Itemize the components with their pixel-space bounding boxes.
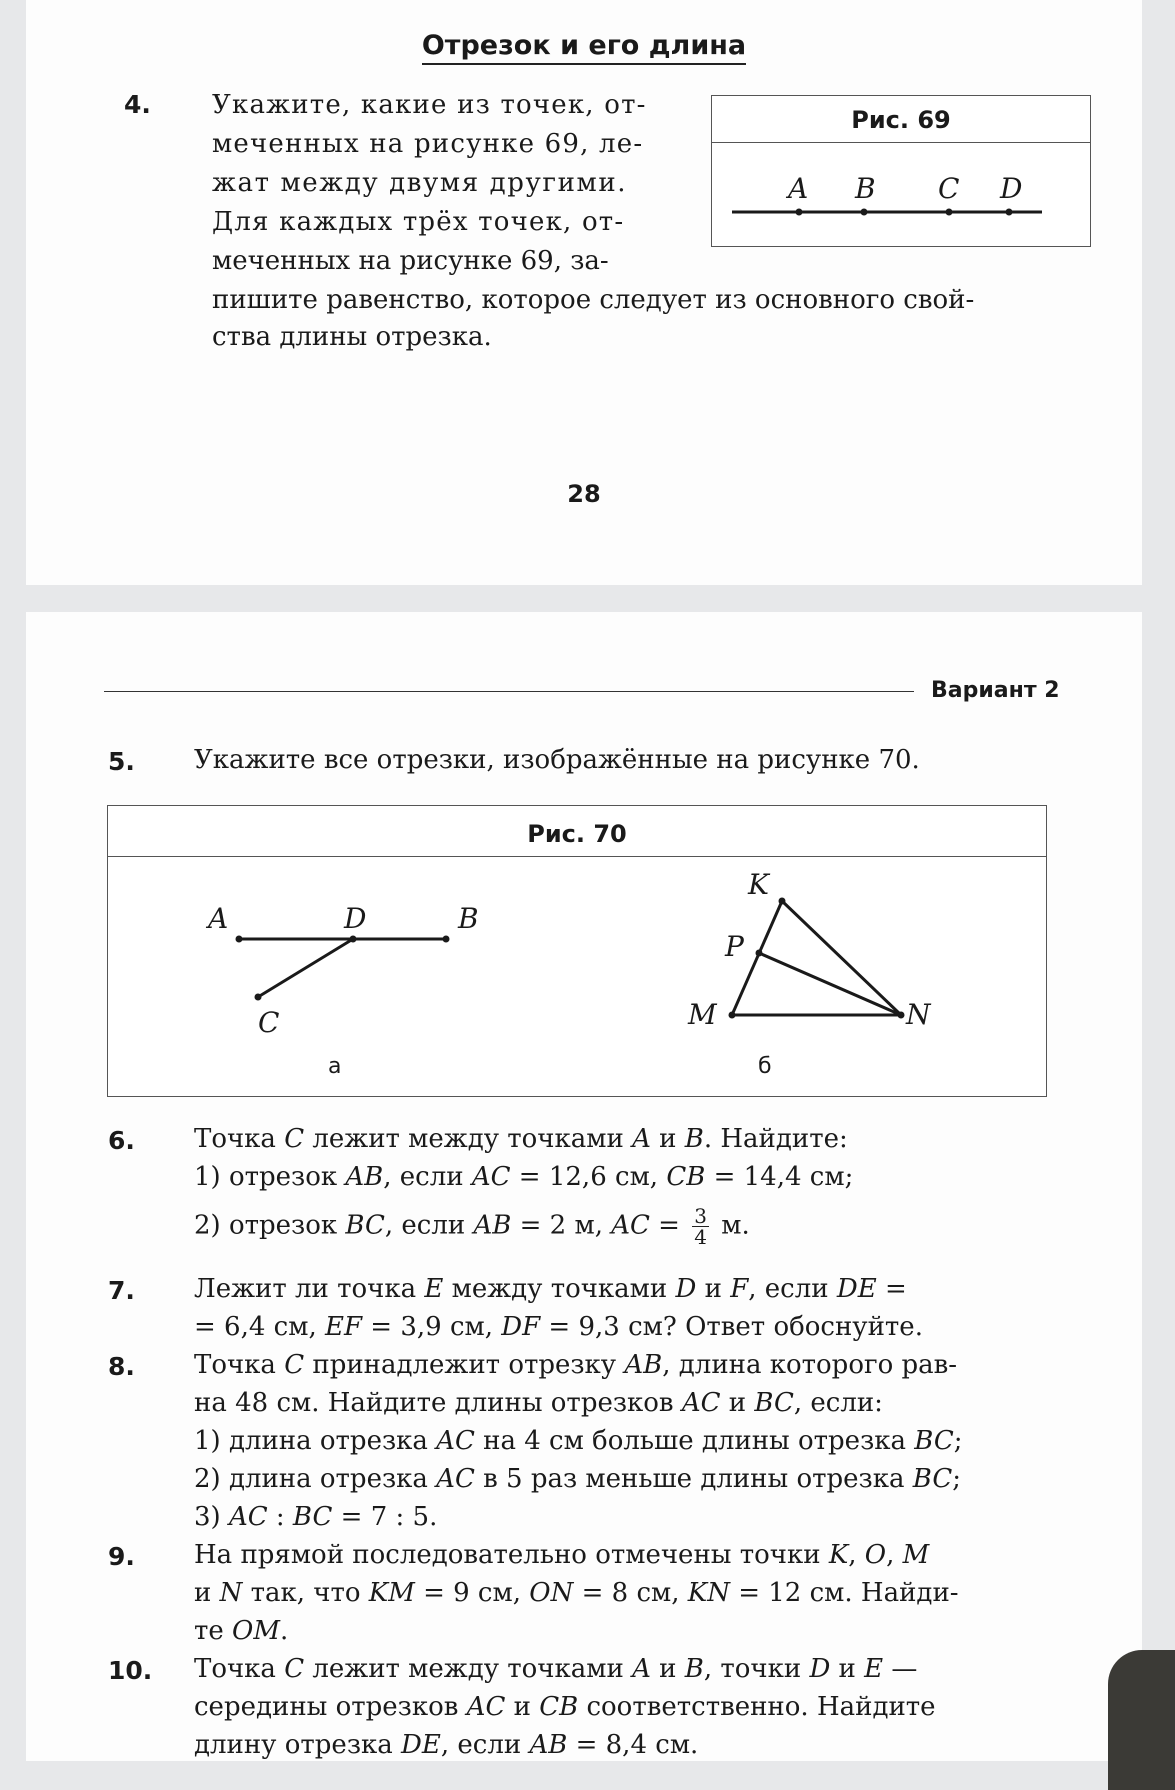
task-7-line-1: Лежит ли точка E между точками D и F, если DE = [194,1274,907,1304]
task-4-line-5: меченных на рисунке 69, за- [212,246,609,276]
caption-a: а [328,1054,342,1079]
figure-69-title: Рис. 69 [851,106,951,134]
task-5-text: Укажите все отрезки, изображённые на рисунке 70. [194,745,920,775]
label-b: B [855,172,876,205]
label-d: D [344,902,367,935]
task-8-line-1: Точка C принадлежит отрезку AB, длина которого рав- [194,1350,958,1380]
label-c: C [258,1006,280,1039]
figure-70 [107,805,1047,1097]
task-4-line-1: Укажите, какие из точек, от- [212,90,647,120]
task-8-line-5: 3) AC : BC = 7 : 5. [194,1502,438,1532]
task-10-line-2: середины отрезков AC и CB соответственно. Найдите [194,1692,936,1722]
task-6-line-3: 2) отрезок BC, если AB = 2 м, AC = $\frac{3}{4}$ м. [194,1204,750,1249]
label-d: D [1000,172,1023,205]
segment-kn [782,901,901,1015]
point-m [729,1012,736,1019]
label-p: P [725,930,744,963]
task-10-number: 10. [108,1656,153,1685]
point-d [1006,209,1013,216]
task-9-line-2: и N так, что KM = 9 см, ON = 8 см, KN = 12 см. Найди- [194,1578,959,1608]
task-8-line-4: 2) длина отрезка AC в 5 раз меньше длины отрезка BC; [194,1464,961,1494]
point-d [350,936,357,943]
task-8-number: 8. [108,1352,135,1381]
segment-pn [759,953,901,1015]
page-number: 28 [567,480,601,508]
task-5-number: 5. [108,747,135,776]
task-4-line-2: меченных на рисунке 69, ле- [212,129,644,159]
point-b [861,209,868,216]
task-8-line-3: 1) длина отрезка AC на 4 см больше длины отрезка BC; [194,1426,963,1456]
point-a [236,936,243,943]
overlay-corner [1108,1650,1175,1790]
task-9-line-3: те OM. [194,1616,289,1646]
task-4-line-7: ства длины отрезка. [212,322,492,352]
task-7-number: 7. [108,1276,135,1305]
label-b: B [458,902,479,935]
task-10-line-1: Точка C лежит между точками A и B, точки D и E — [194,1654,918,1684]
fraction: $\frac{3}{4}$ [694,1204,707,1249]
task-8-line-2: на 48 см. Найдите длины отрезков AC и BC, если: [194,1388,883,1418]
figure-69 [711,95,1091,247]
caption-b: б [758,1054,772,1079]
task-10-line-3: длину отрезка DE, если AB = 8,4 см. [194,1730,699,1760]
label-n: N [906,998,931,1031]
label-a: A [208,902,229,935]
segment-cd [258,939,353,997]
task-4-line-4: Для каждых трёх точек, от- [212,207,625,237]
task-6-line-1: Точка C лежит между точками A и B. Найдите: [194,1124,848,1154]
label-m: M [688,998,717,1031]
task-6-line-2: 1) отрезок AB, если AC = 12,6 см, CB = 14,4 см; [194,1162,854,1192]
label-c: C [938,172,960,205]
figure-69-drawing [712,96,1090,246]
task-4-number: 4. [124,90,151,119]
label-k: K [748,868,769,901]
task-4-line-6: пишите равенство, которое следует из основного свой- [212,285,975,315]
figure-70-title: Рис. 70 [527,820,627,848]
task-9-line-1: На прямой последовательно отмечены точки K, O, M [194,1540,930,1570]
task-4-line-3: жат между двумя другими. [212,168,628,198]
task-9-number: 9. [108,1542,135,1571]
point-k [779,898,786,905]
point-c [946,209,953,216]
point-c [255,994,262,1001]
task-6-number: 6. [108,1126,135,1155]
point-p [756,950,763,957]
point-b [443,936,450,943]
point-n [898,1012,905,1019]
page-top [26,0,1142,585]
point-a [796,209,803,216]
variant-rule [104,691,914,692]
section-heading: Отрезок и его длина [26,30,1142,61]
figure-70-drawing [108,806,1046,1096]
page-bottom [26,612,1142,1761]
variant-label: Вариант 2 [931,678,1060,703]
task-7-line-2: = 6,4 см, EF = 3,9 см, DF = 9,3 см? Ответ обоснуйте. [194,1312,923,1342]
label-a: A [788,172,809,205]
